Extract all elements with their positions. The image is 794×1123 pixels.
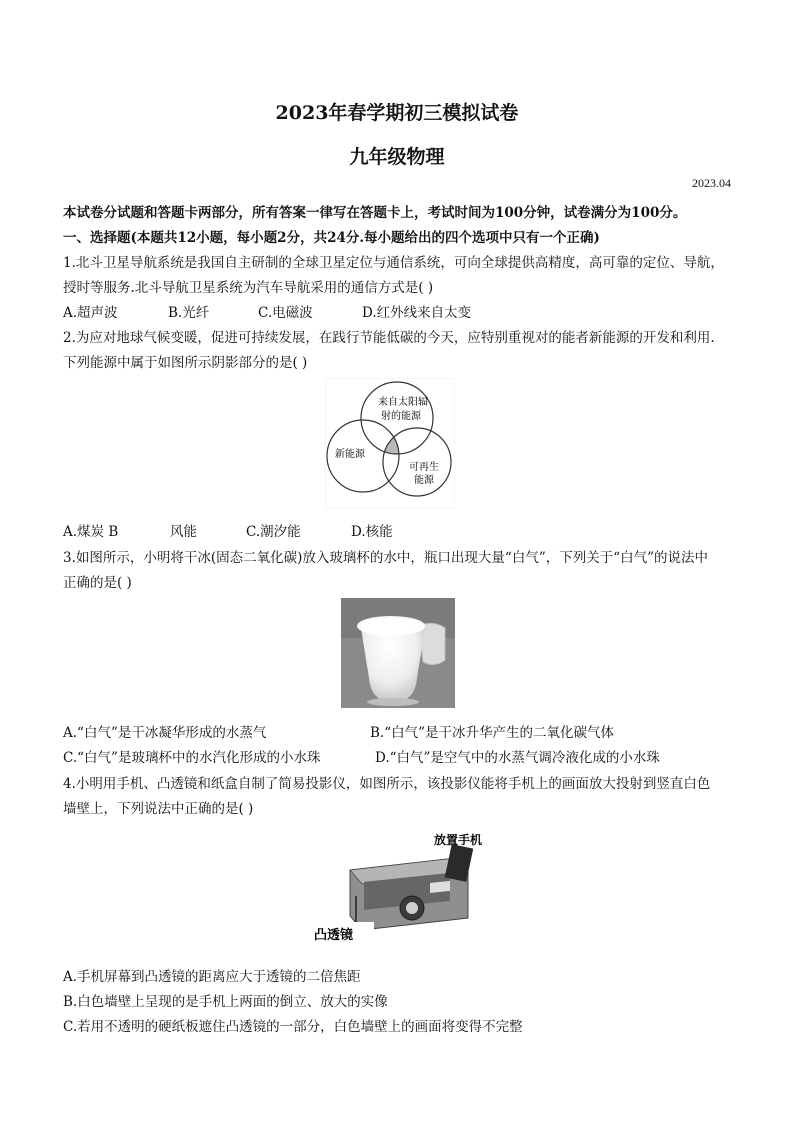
exam-date: 2023.04 — [692, 176, 731, 190]
q1-option-c: C.电磁波 — [258, 305, 313, 321]
q1-option-b: B.光纤 — [168, 305, 210, 321]
q2-option-a: A.煤炭 B — [63, 524, 119, 540]
q2-text-line2: 下列能源中属于如图所示阴影部分的是( ) — [63, 355, 308, 371]
q3-text-line1: 3.如图所示，小明将干冰(固态二氧化碳)放入玻璃杯的水中，瓶口出现大量“白气”，下列关于“白气”的说法中 — [63, 550, 709, 566]
dry-ice-photo — [341, 598, 455, 708]
q4-option-a: A.手机屏幕到凸透镜的距离应大于透镜的二倍焦距 — [63, 969, 361, 985]
lens-label: 凸透镜 — [314, 928, 354, 943]
q2-text-line1: 2.为应对地球气候变暖，促进可持续发展，在践行节能低碳的今天，应特别重视对的能者新能源的开发和利用. — [63, 330, 715, 346]
venn-label-right-2: 能源 — [414, 475, 434, 486]
phone-label: 放置手机 — [434, 833, 483, 847]
q4-text-line2: 墙壁上，下列说法中正确的是( ) — [63, 801, 254, 817]
q4-option-b: B.白色墙壁上呈现的是手机上两面的倒立、放大的实像 — [63, 994, 388, 1010]
q3-option-b: B.“白气”是干冰升华产生的二氧化碳气体 — [370, 725, 615, 741]
venn-diagram — [325, 378, 455, 508]
q2-option-c: C.潮汐能 — [246, 524, 301, 540]
venn-label-top-1: 来自太阳辐 — [378, 397, 428, 408]
q1-option-d: D.红外线来自太变 — [362, 305, 472, 321]
q2-option-b: 风能 — [170, 524, 197, 540]
q1-text-line2: 授时等服务.北斗导航卫星系统为汽车导航采用的通信方式是( ) — [63, 280, 434, 296]
q1-text-line1: 1.北斗卫星导航系统是我国自主研制的全球卫星定位与通信系统，可向全球提供高精度，高可靠的定位、导航， — [63, 255, 724, 271]
q3-text-line2: 正确的是( ) — [63, 575, 132, 591]
q4-text-line1: 4.小明用手机、凸透镜和纸盒自制了简易投影仪，如图所示，该投影仪能将手机上的画面放大投射到竖直白色 — [63, 776, 711, 792]
exam-title: 2023年春学期初三模拟试卷 — [275, 102, 519, 124]
exam-instructions: 本试卷分试题和答题卡两部分，所有答案一律写在答题卡上，考试时间为100分钟，试卷满分为100分。 — [63, 205, 687, 221]
q3-option-d: D.“白气”是空气中的水蒸气调冷液化成的小水珠 — [375, 750, 660, 766]
venn-label-left: 新能源 — [335, 449, 365, 460]
section-one-heading: 一、选择题(本题共12小题，每小题2分，共24分.每小题给出的四个选项中只有一个正确) — [63, 230, 600, 246]
projector-photo — [306, 826, 492, 950]
venn-label-right-1: 可再生 — [409, 462, 439, 473]
q3-option-c: C.“白气”是玻璃杯中的水汽化形成的小水珠 — [63, 750, 321, 766]
exam-subtitle: 九年级物理 — [349, 146, 445, 168]
q4-option-c: C.若用不透明的硬纸板遮住凸透镜的一部分，白色墙壁上的画面将变得不完整 — [63, 1019, 523, 1035]
q1-option-a: A.超声波 — [63, 305, 118, 321]
q3-option-a: A.“白气”是干冰凝华形成的水蒸气 — [63, 725, 267, 741]
venn-label-top-2: 射的能源 — [381, 411, 421, 422]
q2-option-d: D.核能 — [351, 524, 393, 540]
